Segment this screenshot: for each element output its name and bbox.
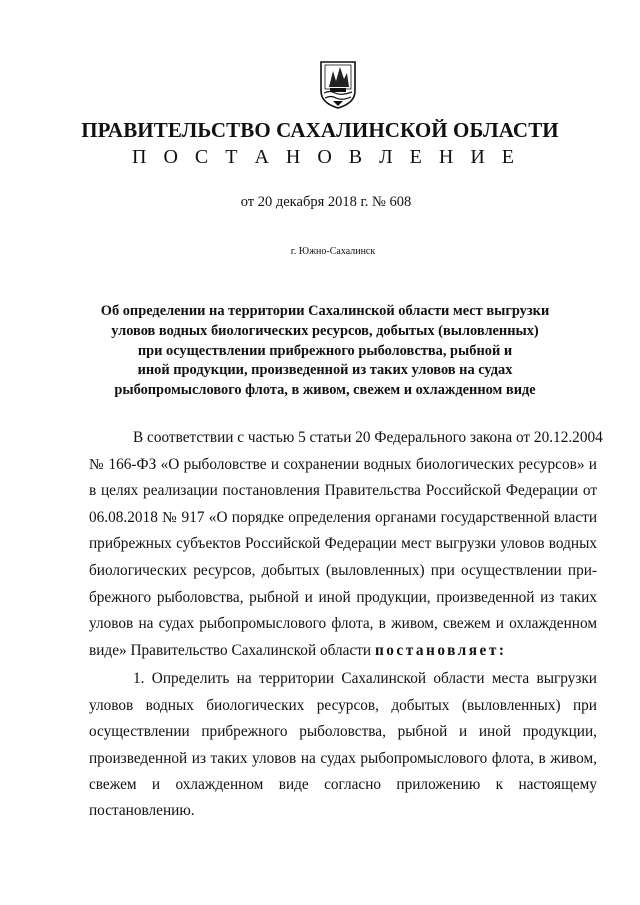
text-line: постановлению. — [89, 802, 195, 820]
title-line: уловов водных биологических ресурсов, добытых (выловленных) — [111, 322, 539, 339]
sakhalin-coat-of-arms-icon — [319, 61, 357, 109]
title-line: Об определении на территории Сахалинской области мест выгрузки — [100, 303, 550, 319]
preamble-paragraph — [89, 425, 603, 664]
text-line: произведенной из таких уловов на судах рыбопромыслового флота, в живом, — [89, 749, 597, 767]
decree-word: постановляет: — [374, 641, 507, 659]
document-body — [89, 425, 603, 825]
item-1-paragraph — [89, 666, 597, 824]
title-line: при осуществлении прибрежного рыболовства, рыбной и — [137, 342, 513, 359]
title-line: рыбопромыслового флота, в живом, свежем и охлажденном виде — [114, 382, 536, 399]
text-line: уловов на судах рыбопромыслового флота, в живом, свежем и охлажденном — [89, 615, 597, 633]
text-line: осуществлении прибрежного рыболовства, рыбной и иной продукции, — [89, 723, 597, 741]
text-line: виде» Правительство Сахалинской области — [89, 641, 375, 659]
text-line: 06.08.2018 № 917 «О порядке определения органами государственной власти — [89, 508, 597, 526]
text-line: № 166-ФЗ «О рыболовстве и сохранении водных биологических ресурсов» и — [89, 455, 597, 473]
text-line: брежного рыболовства, рыбной и иной продукции, произведенной из таких — [89, 588, 597, 606]
document-date-number: от 20 декабря 2018 г. № 608 — [240, 194, 412, 210]
document-type: П О С Т А Н О В Л Е Н И Е — [132, 146, 520, 168]
text-line-decree — [89, 638, 597, 665]
text-line: уловов водных биологических ресурсов, добытых (выловленных) при — [89, 696, 597, 714]
text-line: свежем и охлажденном виде согласно приложению к настоящему — [89, 775, 597, 793]
text-line: в целях реализации постановления Правительства Российской Федерации от — [89, 482, 597, 500]
text-line: прибрежных субъектов Российской Федерации мест выгрузки уловов водных — [89, 535, 597, 553]
organization-name: ПРАВИТЕЛЬСТВО САХАЛИНСКОЙ ОБЛАСТИ — [81, 118, 559, 142]
title-line: иной продукции, произведенной из таких уловов на судах — [137, 362, 513, 379]
document-title — [90, 302, 560, 401]
city-name: г. Южно-Сахалинск — [290, 246, 376, 257]
text-line: 1. Определить на территории Сахалинской области места выгрузки — [133, 670, 597, 688]
text-line: биологических ресурсов, добытых (выловленных) при осуществлении при- — [89, 561, 597, 579]
text-line: В соответствии с частью 5 статьи 20 Федерального закона от 20.12.2004 — [133, 429, 603, 446]
